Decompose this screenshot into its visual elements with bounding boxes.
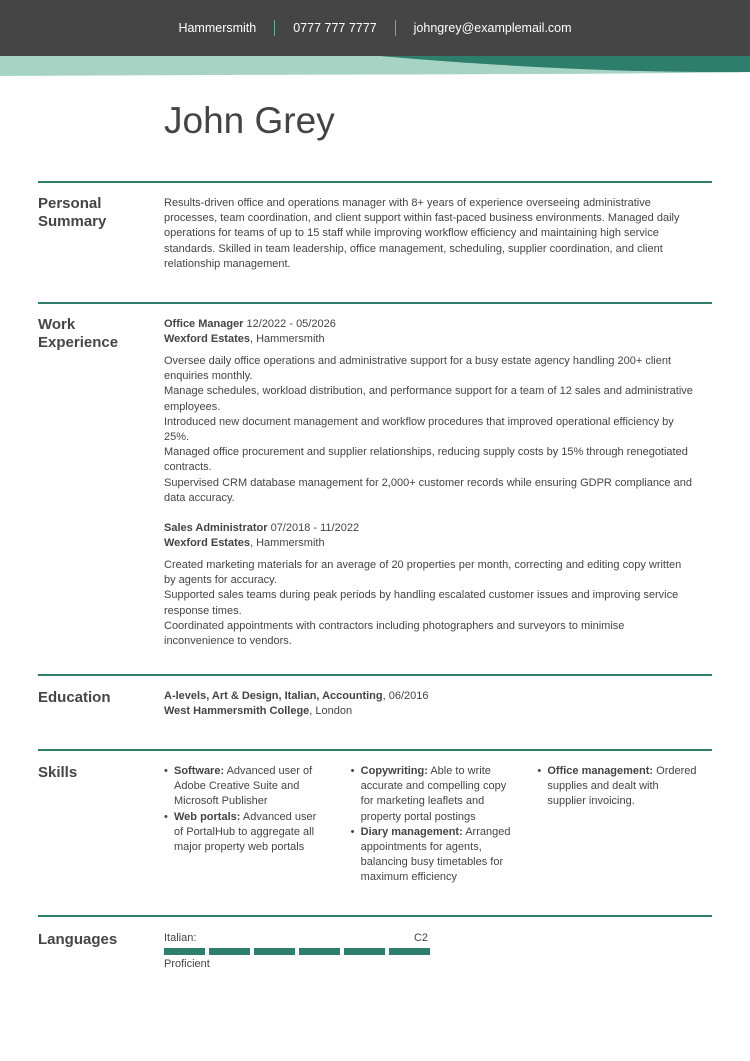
language-row <box>164 931 428 946</box>
title-line: Experience <box>38 334 119 351</box>
skills-columns <box>164 764 724 886</box>
skill-desc: appointments for agents, <box>360 841 482 854</box>
duty-line: enquiries monthly. <box>164 370 253 383</box>
section-skills <box>38 749 712 884</box>
job-employer <box>164 332 712 347</box>
skill-desc: Advanced user <box>240 810 317 823</box>
skills-column <box>164 764 351 886</box>
language-level-segment <box>164 948 205 955</box>
languages-list <box>164 931 712 972</box>
language-level-segment <box>299 948 340 955</box>
skill-desc: Advanced user of <box>224 765 313 777</box>
experience-list <box>164 317 712 659</box>
skills-column <box>351 764 538 886</box>
job-heading <box>164 521 712 536</box>
duty-line: 25%. <box>164 431 190 444</box>
skill-desc: property portal postings <box>360 810 476 823</box>
language-level-segment <box>344 948 385 955</box>
skill-item <box>164 810 339 856</box>
duty-line: Manage schedules, workload distribution, and performance support for a team of 12 sales and administrative <box>164 385 693 398</box>
duty-line: Coordinated appointments with contractors including photographers and surveyors to minimise <box>164 619 625 632</box>
section-title: Skills <box>38 764 78 781</box>
skill-desc: Able to write <box>427 765 491 777</box>
skill-item <box>164 764 339 810</box>
education-school: West Hammersmith College <box>164 705 310 717</box>
section-work-experience <box>38 302 712 648</box>
language-level-segment <box>389 948 430 955</box>
job-duties <box>164 354 712 506</box>
duty-line: data accuracy. <box>164 491 235 504</box>
contact-email[interactable]: johngrey@examplemail.com <box>413 21 572 35</box>
skill-desc: accurate and compelling copy <box>360 780 507 793</box>
summary-line: standards. Skilled in team leadership, office management, scheduling, supplier coordination, and client <box>164 242 663 255</box>
job-location: , Hammersmith <box>250 537 325 550</box>
summary-line: processes, team coordination, and client support within fast-paced business environments. Managed daily <box>164 212 680 225</box>
skill-desc: major property web portals <box>174 841 305 854</box>
skill-desc: maximum efficiency <box>360 871 458 884</box>
duty-line: employees. <box>164 400 221 413</box>
skill-name: Office management: <box>547 765 654 777</box>
job-duties <box>164 558 712 649</box>
header-wave <box>0 52 750 80</box>
skill-name: Copywriting: <box>360 765 428 777</box>
job-title: Sales Administrator <box>164 522 268 535</box>
skill-desc: for marketing leaflets and <box>360 795 485 808</box>
education-degree-line <box>164 689 712 704</box>
skill-desc: supplies and dealt with <box>547 780 659 793</box>
skills-list <box>164 764 712 886</box>
duty-line: contracts. <box>164 461 212 474</box>
language-level-segment <box>209 948 250 955</box>
duty-line: Oversee daily office operations and administrative support for a busy estate agency handling 200+ client <box>164 355 672 367</box>
skills-column <box>537 764 724 886</box>
summary-line: relationship management. <box>164 257 291 270</box>
skill-item <box>351 764 526 825</box>
job-entry <box>164 521 712 649</box>
language-name: Italian: <box>164 932 197 944</box>
skill-desc: Ordered <box>653 765 697 777</box>
job-title: Office Manager <box>164 318 244 330</box>
duty-line: inconvenience to vendors. <box>164 635 292 648</box>
section-title: Education <box>38 689 111 706</box>
skill-desc: supplier invoicing. <box>547 795 635 808</box>
contact-info <box>0 0 750 56</box>
skill-item <box>537 764 712 810</box>
skill-name: Web portals: <box>174 810 241 823</box>
job-heading <box>164 317 712 332</box>
duty-line: Managed office procurement and supplier relationships, reducing supply costs by 15% through renegotiated <box>164 446 688 459</box>
language-level-bar <box>164 948 712 955</box>
education-location: , London <box>309 705 353 717</box>
section-personal-summary <box>38 181 712 270</box>
education-entry <box>164 689 712 719</box>
title-line: Work <box>38 316 76 333</box>
skill-desc: Arranged <box>462 825 511 838</box>
duty-line: Supervised CRM database management for 2,000+ customer records while ensuring GDPR compliance and <box>164 476 692 489</box>
summary-line: Results-driven office and operations manager with 8+ years of experience overseeing administrative <box>164 197 651 209</box>
section-languages <box>38 915 712 970</box>
skill-name: Diary management: <box>360 825 463 838</box>
language-proficiency: Proficient <box>164 958 210 970</box>
contact-location: Hammersmith <box>178 21 257 35</box>
contact-phone[interactable]: 0777 777 7777 <box>293 21 377 35</box>
job-company: Wexford Estates <box>164 333 250 345</box>
candidate-name: John Grey <box>164 100 335 141</box>
job-location: , Hammersmith <box>250 333 325 345</box>
skill-desc: balancing busy timetables for <box>360 856 504 869</box>
title-line: Personal <box>38 195 102 212</box>
education-school-line <box>164 704 712 719</box>
summary-line: operations for teams of up to 15 staff while improving workflow efficiency and maintaining high service <box>164 227 659 240</box>
title-line: Summary <box>38 213 107 230</box>
section-title <box>38 316 148 352</box>
duty-line: Created marketing materials for an average of 20 properties per month, correcting and editing copy written <box>164 559 682 572</box>
job-company: Wexford Estates <box>164 537 250 550</box>
section-education <box>38 674 712 717</box>
job-dates: 12/2022 - 05/2026 <box>243 318 336 330</box>
skill-name: Software: <box>174 765 225 777</box>
job-entry <box>164 317 712 506</box>
duty-line: by agents for accuracy. <box>164 574 277 587</box>
job-dates: 07/2018 - 11/2022 <box>267 522 360 535</box>
language-level: C2 <box>413 932 428 944</box>
language-entry <box>164 931 712 972</box>
skill-desc: Adobe Creative Suite and <box>174 780 300 793</box>
education-degree: A-levels, Art & Design, Italian, Accounting <box>164 690 383 702</box>
section-title <box>38 195 148 231</box>
skill-desc: of PortalHub to aggregate all <box>174 825 315 838</box>
education-date: , 06/2016 <box>382 690 429 702</box>
summary-text <box>164 196 712 272</box>
section-title: Languages <box>38 931 118 948</box>
language-level-segment <box>254 948 295 955</box>
job-employer <box>164 536 712 551</box>
skill-desc: Microsoft Publisher <box>174 795 268 808</box>
duty-line: Supported sales teams during peak periods by handling escalated customer issues and improving service <box>164 589 679 602</box>
skill-item <box>351 825 526 886</box>
duty-line: response times. <box>164 604 242 617</box>
duty-line: Introduced new document management and workflow procedures that improved operational efficiency by <box>164 415 674 428</box>
